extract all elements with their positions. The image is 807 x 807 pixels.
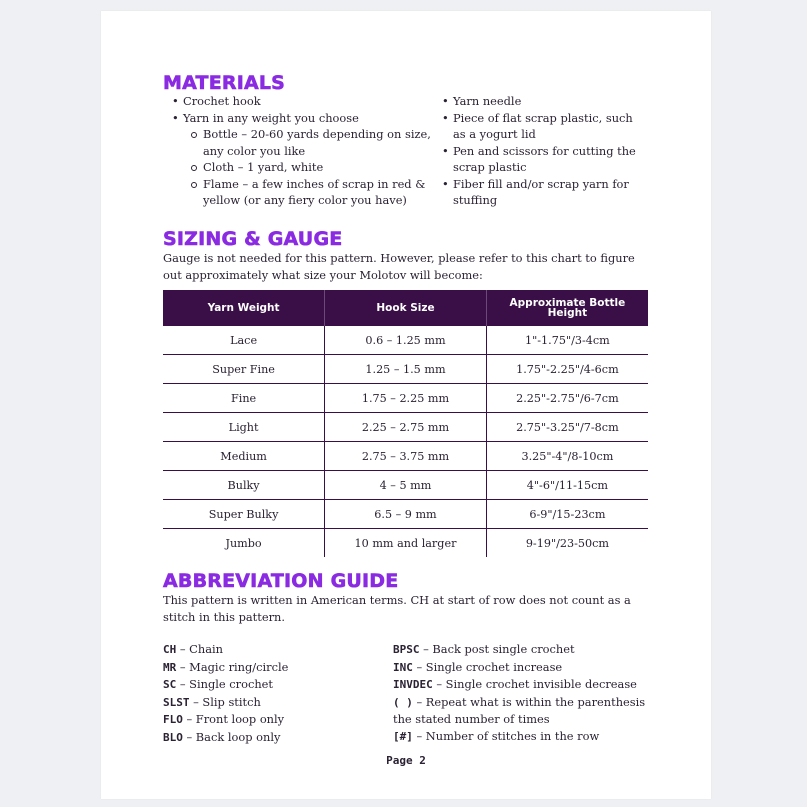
sizing-heading: SIZING & GAUGE <box>163 228 343 250</box>
abbreviation-desc: – Chain <box>176 642 224 656</box>
abbreviation-entry <box>393 659 653 677</box>
list-item <box>163 110 433 209</box>
list-item <box>163 93 433 110</box>
list-item: • Yarn needle <box>433 93 648 110</box>
table-cell: 4"-6"/11-15cm <box>486 471 648 500</box>
table-row <box>163 355 648 384</box>
list-item-text: Yarn in any weight you choose <box>183 110 359 125</box>
abbreviation-entry <box>163 694 388 712</box>
abbreviation-entry <box>163 711 388 729</box>
list-item: • Fiber fill and/or scrap yarn for stuffing <box>433 176 648 209</box>
abbreviation-left-list <box>163 641 388 746</box>
abbreviation-desc: – Number of stitches in the row <box>412 728 600 743</box>
abbreviation-desc: – Single crochet invisible decrease <box>432 677 637 691</box>
table-cell: Fine <box>163 384 325 413</box>
table-row <box>163 529 648 558</box>
abbreviation-desc: – Front loop only <box>182 712 285 726</box>
table-cell: 2.75 – 3.75 mm <box>325 442 487 471</box>
materials-heading: MATERIALS <box>163 72 286 94</box>
table-cell: 1.75 – 2.25 mm <box>325 384 487 413</box>
column-header: Approximate Bottle Height <box>486 290 648 326</box>
table-cell: 6-9"/15-23cm <box>486 500 648 529</box>
sizing-intro: Gauge is not needed for this pattern. However, please refer to this chart to figure out approximately what size your Molotov will become: <box>163 251 635 282</box>
materials-left-list <box>163 93 433 209</box>
abbreviation-entry <box>163 676 388 694</box>
table-cell: 2.25"-2.75"/6-7cm <box>486 384 648 413</box>
table-cell: 9-19"/23-50cm <box>486 529 648 558</box>
abbreviation-desc: – Magic ring/circle <box>176 659 289 674</box>
abbreviation-entry <box>393 728 653 746</box>
abbreviation-entry <box>393 641 653 659</box>
table-cell: Light <box>163 413 325 442</box>
abbreviation-code: CH <box>163 643 177 656</box>
table-row <box>163 471 648 500</box>
table-cell: 10 mm and larger <box>325 529 487 558</box>
table-row <box>163 442 648 471</box>
abbreviation-entry <box>163 659 388 677</box>
abbreviation-desc: – Back post single crochet <box>419 642 575 656</box>
table-cell: 1"-1.75"/3-4cm <box>486 326 648 355</box>
table-cell: Jumbo <box>225 536 262 550</box>
abbreviation-entry <box>393 676 653 694</box>
table-cell: 4 – 5 mm <box>325 471 487 500</box>
table-row <box>163 384 648 413</box>
abbreviation-code: MR <box>163 660 177 674</box>
list-item: • Piece of flat scrap plastic, such as a yogurt lid <box>433 110 648 143</box>
abbreviation-intro: This pattern is written in American terms. CH at start of row does not count as a stitch in this pattern. <box>163 593 631 624</box>
abbreviation-code: INVDEC <box>393 678 433 691</box>
list-item: • Pen and scissors for cutting the scrap plastic <box>433 143 648 176</box>
gauge-table <box>163 290 648 557</box>
abbreviation-desc: – Single crochet <box>176 677 273 691</box>
table-cell: Lace <box>163 326 325 355</box>
abbreviation-code: [#] <box>393 729 413 743</box>
abbreviation-right-list <box>393 641 653 745</box>
table-cell: 2.75"-3.25"/7-8cm <box>486 413 648 442</box>
abbreviation-heading: ABBREVIATION GUIDE <box>163 570 399 592</box>
document-page <box>101 11 711 799</box>
list-item-text: Crochet hook <box>183 94 261 108</box>
abbreviation-code: ( ) <box>393 695 413 709</box>
abbreviation-code: INC <box>393 660 413 674</box>
table-cell: 2.25 – 2.75 mm <box>325 413 487 442</box>
abbreviation-desc: – Slip stitch <box>189 694 261 709</box>
abbreviation-code: BLO <box>163 730 183 744</box>
table-header-row <box>163 290 648 326</box>
table-cell: Medium <box>163 442 325 471</box>
table-cell: Super Fine <box>163 355 325 384</box>
table-cell: Bulky <box>163 471 325 500</box>
table-row <box>163 326 648 355</box>
abbreviation-desc: – Single crochet increase <box>412 659 563 674</box>
abbreviation-code: BPSC <box>393 643 420 656</box>
sub-list-item: Bottle – 20-60 yards depending on size, any color you like <box>183 126 433 159</box>
sub-list-item: Cloth – 1 yard, white <box>183 159 433 176</box>
page-number: Page 2 <box>386 754 426 767</box>
column-header: Hook Size <box>325 290 487 326</box>
table-cell: 6.5 – 9 mm <box>325 500 487 529</box>
materials-right-list <box>433 93 648 209</box>
table-row <box>163 413 648 442</box>
abbreviation-desc: – Repeat what is within the parenthesis the stated number of times <box>393 694 646 726</box>
table-cell: Super Bulky <box>163 500 325 529</box>
table-cell: 1.25 – 1.5 mm <box>325 355 487 384</box>
abbreviation-code: SC <box>163 678 177 691</box>
abbreviation-entry <box>393 694 653 728</box>
abbreviation-desc: – Back loop only <box>182 729 281 744</box>
table-cell: 1.75"-2.25"/4-6cm <box>486 355 648 384</box>
abbreviation-code: FLO <box>163 713 183 726</box>
abbreviation-code: SLST <box>163 695 190 709</box>
sub-list-item: Flame – a few inches of scrap in red & yellow (or any fiery color you have) <box>183 176 433 209</box>
table-cell: 0.6 – 1.25 mm <box>325 326 487 355</box>
table-cell: 3.25"-4"/8-10cm <box>486 442 648 471</box>
abbreviation-entry <box>163 641 388 659</box>
column-header: Yarn Weight <box>163 290 325 326</box>
table-row <box>163 500 648 529</box>
abbreviation-entry <box>163 729 388 747</box>
